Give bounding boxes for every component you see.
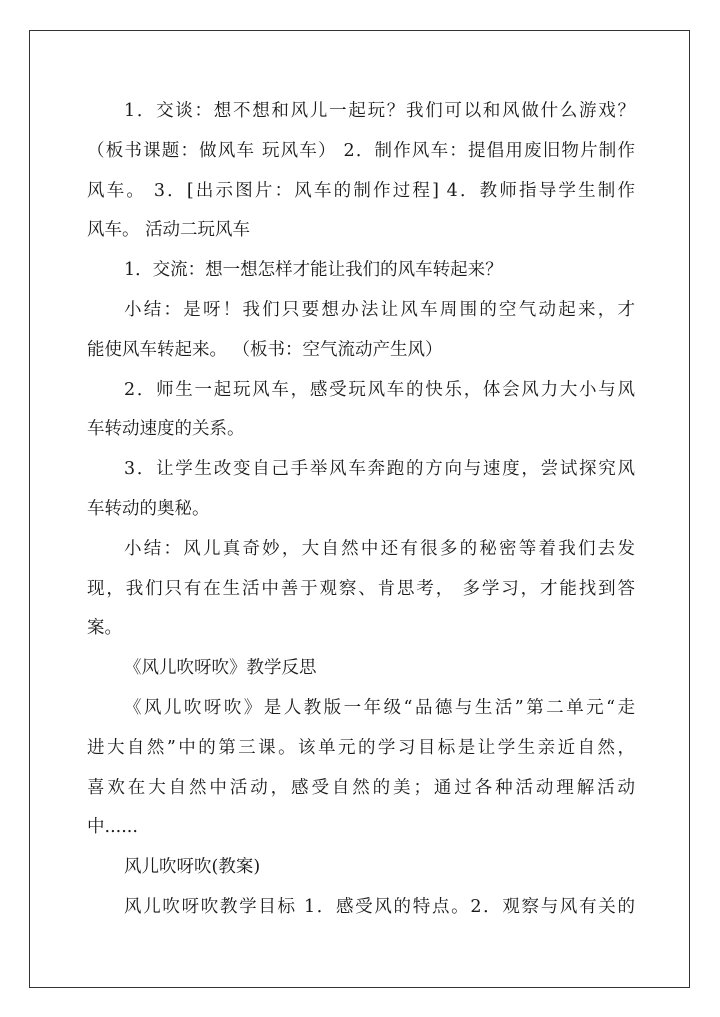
section-heading: 风儿吹呀吹(教案) [124, 857, 261, 878]
text-line: 喜欢在大自然中活动，感受自然的美；通过各种活动理解活动 [87, 777, 635, 798]
text-line: 能使风车转起来。 （板书：空气流动产生风） [87, 339, 443, 360]
text-line: 风车。 3．[出示图片：风车的制作过程] 4．教师指导学生制作 [87, 180, 635, 201]
text-line: 小结：是呀！我们只要想办法让风车周围的空气动起来，才 [124, 299, 635, 320]
text-line: 中...... [87, 817, 138, 838]
section-heading: 《风儿吹呀吹》教学反思 [124, 658, 317, 679]
text-line: 1．交谈：想不想和风儿一起玩？我们可以和风做什么游戏？ [124, 101, 635, 121]
text-line: 风车。 活动二玩风车 [87, 220, 251, 241]
text-line: 进大自然”中的第三课。该单元的学习目标是让学生亲近自然， [87, 737, 635, 758]
text-line: 《风儿吹呀吹》是人教版一年级“品德与生活”第二单元“走 [124, 697, 635, 718]
text-line: 车转动的奥秘。 [87, 498, 210, 519]
text-line: 2．师生一起玩风车，感受玩风车的快乐，体会风力大小与风 [124, 379, 635, 400]
text-line: （板书课题：做风车 玩风车） 2．制作风车：提倡用废旧物片制作 [87, 140, 635, 161]
text-line: 案。 [87, 618, 122, 639]
text-line: 风儿吹呀吹教学目标 1．感受风的特点。2．观察与风有关的 [124, 896, 635, 917]
text-line: 现，我们只有在生活中善于观察、肯思考， 多学习，才能找到答 [87, 578, 635, 599]
text-line: 1．交流：想一想怎样才能让我们的风车转起来？ [124, 260, 503, 281]
document-body [87, 92, 635, 928]
text-line: 3．让学生改变自己手举风车奔跑的方向与速度，尝试探究风 [124, 459, 635, 480]
text-line: 小结：风儿真奇妙，大自然中还有很多的秘密等着我们去发 [124, 538, 635, 559]
text-line: 车转动速度的关系。 [87, 419, 245, 440]
